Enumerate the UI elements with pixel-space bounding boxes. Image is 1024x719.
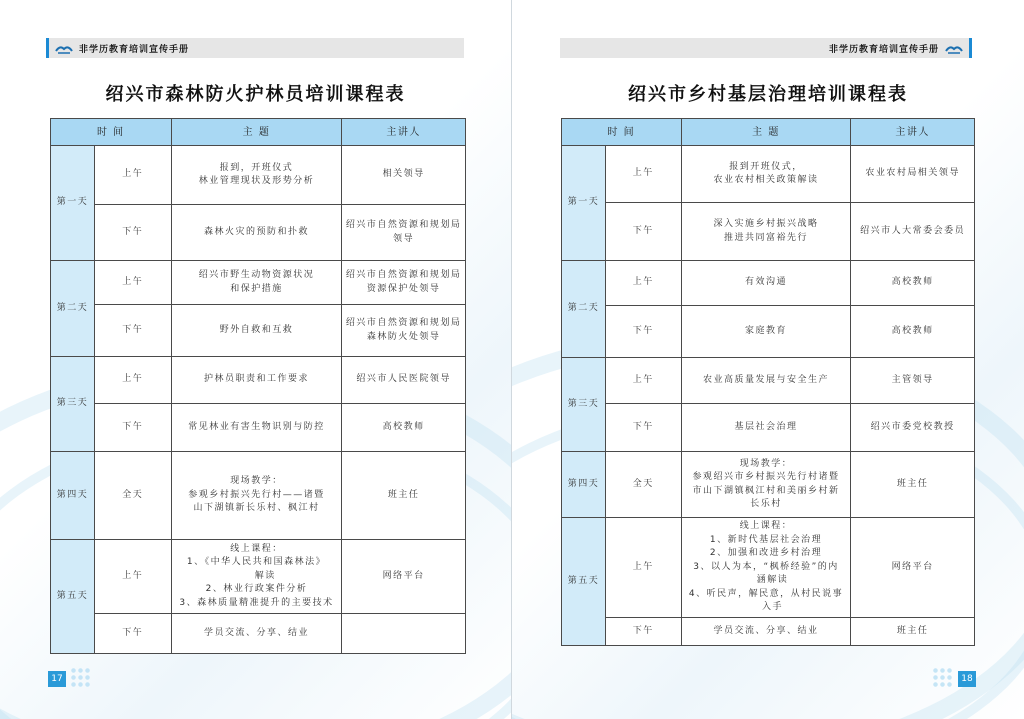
course-table [561, 118, 975, 646]
speaker-cell [342, 205, 466, 261]
time-slot: 下午 [605, 404, 681, 452]
topic-cell [681, 203, 851, 261]
course-table [50, 118, 466, 654]
page-number: 17 [48, 671, 66, 687]
topic-cell: 农业高质量发展与安全生产 [681, 358, 851, 404]
time-slot: 下午 [94, 305, 171, 357]
topic-line: 和保护措施 [230, 283, 283, 294]
column-header-topic: 主 题 [681, 119, 851, 146]
topic-line: 山下湖镇新长乐村、枫江村 [193, 503, 320, 514]
column-header-time: 时 间 [562, 119, 682, 146]
speaker-line: 领导 [393, 233, 415, 244]
speaker-line: 绍兴市自然资源和规划局 [345, 270, 462, 280]
topic-line: 2、加强和改进乡村治理 [709, 548, 823, 559]
time-slot: 上午 [605, 358, 681, 404]
time-slot: 下午 [94, 205, 171, 261]
speaker-cell: 网络平台 [851, 518, 975, 618]
topic-cell: 护林员职责和工作要求 [171, 357, 342, 404]
table-row [51, 614, 466, 654]
day-label: 第二天 [562, 261, 606, 358]
day-label: 第一天 [51, 146, 95, 261]
speaker-cell: 绍兴市人民医院领导 [342, 357, 466, 404]
table-row [562, 203, 975, 261]
table-header-row [51, 119, 466, 146]
topic-cell [171, 146, 342, 205]
topic-cell: 森林火灾的预防和扑救 [171, 205, 342, 261]
time-slot: 上午 [94, 146, 171, 205]
topic-cell [681, 518, 851, 618]
dot-pattern [70, 667, 92, 689]
day-label: 第三天 [51, 357, 95, 452]
speaker-cell [342, 146, 466, 205]
speaker-cell [342, 614, 466, 654]
topic-line: 推进共同富裕先行 [724, 232, 809, 243]
time-slot: 下午 [605, 618, 681, 646]
topic-line: 线上课程： [230, 543, 283, 554]
topic-line: 现场教学： [230, 476, 283, 487]
speaker-cell: 班主任 [851, 618, 975, 646]
page-number: 18 [958, 671, 976, 687]
column-header-speaker: 主讲人 [851, 119, 975, 146]
time-slot: 上午 [94, 540, 171, 614]
topic-cell: 学员交流、分享、结业 [681, 618, 851, 646]
page-title: 绍兴市森林防火护林员培训课程表 [105, 84, 406, 105]
topic-line: 2、林业行政案件分析 [205, 584, 308, 595]
speaker-line: 绍兴市自然资源和规划局 [345, 220, 462, 230]
table-row [562, 306, 975, 358]
topic-cell: 有效沟通 [681, 261, 851, 306]
table-row [562, 146, 975, 203]
speaker-line: 资源保护处领导 [366, 283, 441, 294]
topic-line: 现场教学： [739, 458, 793, 469]
topic-line: 农业农村相关政策解读 [713, 175, 819, 185]
topic-cell [681, 452, 851, 518]
speaker-cell: 绍兴市人大常委会委员 [851, 203, 975, 261]
time-slot: 下午 [94, 404, 171, 452]
topic-line: 涵解读 [743, 575, 789, 586]
time-slot: 上午 [605, 261, 681, 306]
speaker-cell: 班主任 [851, 452, 975, 518]
topic-line: 4、听民声，解民意，从村民说事 [688, 588, 844, 599]
topic-line: 入手 [748, 602, 784, 613]
topic-cell: 基层社会治理 [681, 404, 851, 452]
topic-cell [171, 540, 342, 614]
dot-pattern [932, 667, 954, 689]
topic-cell [681, 146, 851, 203]
column-header-speaker: 主讲人 [342, 119, 466, 146]
right-page [512, 0, 1024, 719]
table-row [51, 261, 466, 305]
time-slot: 上午 [94, 261, 171, 305]
table-row [562, 358, 975, 404]
table-row [51, 205, 466, 261]
speaker-line: 绍兴市自然资源和规划局 [345, 318, 462, 328]
time-slot: 全天 [94, 452, 171, 540]
book-logo-icon [55, 42, 73, 54]
table-row [562, 518, 975, 618]
table-row [51, 540, 466, 614]
running-header-text: 非学历教育培训宣传手册 [79, 44, 190, 55]
time-slot: 下午 [605, 203, 681, 261]
table-row [51, 404, 466, 452]
topic-line: 解读 [237, 570, 276, 581]
table-row [51, 305, 466, 357]
day-label: 第三天 [562, 358, 606, 452]
table-row [562, 261, 975, 306]
speaker-cell: 网络平台 [342, 540, 466, 614]
topic-line: 报到开班仪式， [729, 161, 803, 172]
topic-line: 绍兴市野生动物资源状况 [198, 270, 315, 280]
book-logo-icon [945, 42, 963, 54]
table-row [562, 404, 975, 452]
topic-line: 1、《中华人民共和国森林法》 [186, 557, 327, 568]
speaker-cell: 农业农村局相关领导 [851, 146, 975, 203]
speaker-line: 森林防火处领导 [366, 331, 441, 342]
time-slot: 上午 [605, 146, 681, 203]
time-slot: 下午 [94, 614, 171, 654]
table-row [562, 618, 975, 646]
page-title: 绍兴市乡村基层治理培训课程表 [628, 84, 908, 105]
speaker-cell: 高校教师 [851, 261, 975, 306]
topic-cell [171, 261, 342, 305]
day-label: 第四天 [51, 452, 95, 540]
speaker-cell: 高校教师 [342, 404, 466, 452]
topic-line: 1、新时代基层社会治理 [709, 534, 823, 545]
topic-line: 市山下湖镇枫江村和美丽乡村新 [692, 485, 840, 496]
time-slot: 上午 [94, 357, 171, 404]
topic-line: 参观乡村振兴先行村——诸暨 [188, 489, 325, 500]
running-header [560, 38, 972, 58]
day-label: 第五天 [562, 518, 606, 646]
time-slot: 下午 [605, 306, 681, 358]
speaker-cell: 绍兴市委党校教授 [851, 404, 975, 452]
topic-line: 长乐村 [750, 499, 782, 509]
topic-cell: 家庭教育 [681, 306, 851, 358]
running-header [46, 38, 464, 58]
topic-line: 线上课程： [739, 521, 793, 532]
column-header-topic: 主 题 [171, 119, 342, 146]
topic-line: 3、森林质量精准提升的主要技术 [179, 597, 334, 608]
topic-line: 林业管理现状及形势分析 [198, 176, 315, 186]
topic-line: 参观绍兴市乡村振兴先行村诸暨 [692, 472, 840, 482]
speaker-cell: 高校教师 [851, 306, 975, 358]
speaker-cell [342, 305, 466, 357]
day-label: 第一天 [562, 146, 606, 261]
running-header-text: 非学历教育培训宣传手册 [828, 44, 939, 55]
topic-line: 深入实施乡村振兴战略 [713, 219, 819, 229]
speaker-cell: 主管领导 [851, 358, 975, 404]
time-slot: 上午 [605, 518, 681, 618]
topic-cell: 野外自救和互救 [171, 305, 342, 357]
speaker-line: 相关领导 [382, 169, 425, 180]
day-label: 第四天 [562, 452, 606, 518]
table-row [51, 146, 466, 205]
topic-line: 3、以人为本，“枫桥经验”的内 [693, 561, 839, 572]
column-header-time: 时 间 [51, 119, 172, 146]
topic-cell: 常见林业有害生物识别与防控 [171, 404, 342, 452]
day-label: 第二天 [51, 261, 95, 357]
table-row [51, 452, 466, 540]
topic-cell [171, 452, 342, 540]
table-row [51, 357, 466, 404]
speaker-cell [342, 261, 466, 305]
topic-cell: 学员交流、分享、结业 [171, 614, 342, 654]
day-label: 第五天 [51, 540, 95, 654]
time-slot: 全天 [605, 452, 681, 518]
table-header-row [562, 119, 975, 146]
table-row [562, 452, 975, 518]
speaker-cell: 班主任 [342, 452, 466, 540]
topic-line: 报到，开班仪式 [219, 162, 294, 173]
